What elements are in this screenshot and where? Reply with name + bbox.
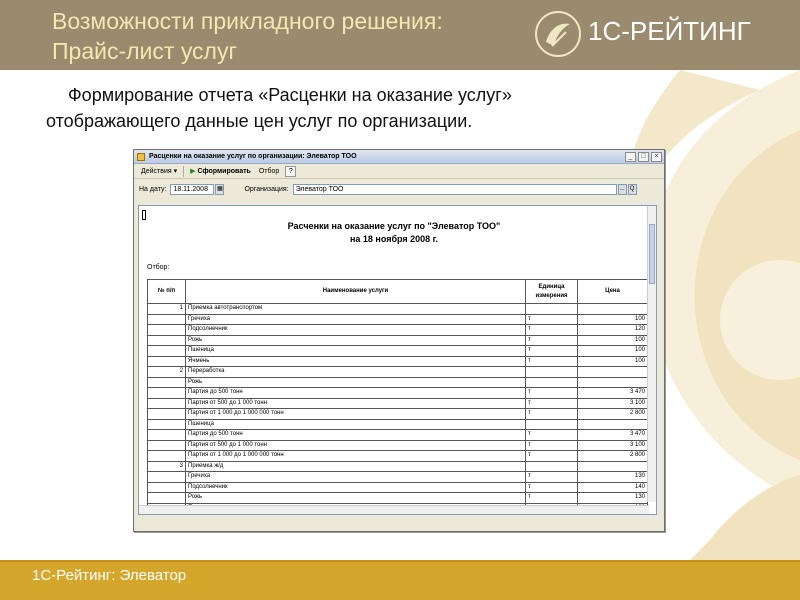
column-header-price: Цена	[578, 280, 648, 304]
report-title-line2: на 18 ноября 2008 г.	[349, 234, 439, 244]
window-icon	[137, 153, 145, 161]
row-num-cell	[148, 472, 186, 483]
table-row[interactable]	[148, 304, 648, 315]
row-unit-cell: т	[526, 451, 578, 462]
table-row[interactable]	[148, 356, 648, 367]
table-row[interactable]	[148, 367, 648, 378]
scroll-thumb[interactable]	[649, 224, 655, 284]
report-title	[139, 220, 649, 246]
window-title: Расценки на оказание услуг по организации: Элеватор ТОО	[149, 153, 357, 160]
description-line2: отображающего данные цен услуг по организации.	[46, 111, 473, 131]
report-window	[133, 149, 665, 532]
row-unit-cell: т	[526, 472, 578, 483]
table-row[interactable]	[148, 451, 648, 462]
row-unit-cell: т	[526, 430, 578, 441]
table-row[interactable]	[148, 377, 648, 388]
row-unit-cell: т	[526, 335, 578, 346]
table-row[interactable]	[148, 398, 648, 409]
report-title-line1: Расченки на оказание услуг по "Элеватор ТОО"	[287, 221, 501, 231]
row-name-cell: Приемка ж/д	[186, 461, 526, 472]
row-unit-cell: т	[526, 409, 578, 420]
table-row[interactable]	[148, 314, 648, 325]
row-name-cell: Партия от 1 000 до 1 000 000 тонн	[186, 409, 526, 420]
table-body	[148, 304, 648, 514]
row-name-cell: Рожь	[186, 377, 526, 388]
row-unit-cell	[526, 367, 578, 378]
row-unit-cell: т	[526, 325, 578, 336]
text-cursor	[142, 210, 146, 220]
row-name-cell: Подсолнечник	[186, 482, 526, 493]
calendar-icon[interactable]: ▦	[215, 184, 224, 195]
table-row[interactable]	[148, 472, 648, 483]
row-num-cell	[148, 409, 186, 420]
row-num-cell: 2	[148, 367, 186, 378]
date-label: На дату:	[139, 185, 167, 193]
report-area[interactable]	[138, 205, 657, 515]
row-price-cell: 2 800	[578, 451, 648, 462]
column-header-num: № п/п	[148, 280, 186, 304]
row-name-cell: Гречиха	[186, 472, 526, 483]
row-price-cell: 3 100	[578, 440, 648, 451]
slide-title-line2: Прайс-лист услуг	[52, 38, 237, 64]
row-price-cell	[578, 461, 648, 472]
table-row[interactable]	[148, 440, 648, 451]
row-num-cell	[148, 451, 186, 462]
row-num-cell	[148, 440, 186, 451]
row-price-cell: 3 100	[578, 398, 648, 409]
rating-logo-icon	[532, 8, 584, 60]
row-unit-cell: т	[526, 314, 578, 325]
organization-label: Организация:	[244, 185, 289, 193]
row-name-cell: Партия от 1 000 до 1 000 000 тонн	[186, 451, 526, 462]
row-price-cell: 130	[578, 493, 648, 504]
row-unit-cell: т	[526, 482, 578, 493]
filter-button[interactable]: Отбор	[258, 167, 280, 175]
row-name-cell: Приемка автотранспортом	[186, 304, 526, 315]
generate-label: Сформировать	[197, 168, 251, 175]
table-row[interactable]	[148, 325, 648, 336]
row-num-cell	[148, 325, 186, 336]
row-num-cell	[148, 388, 186, 399]
table-header-row	[148, 280, 648, 304]
row-unit-cell: т	[526, 440, 578, 451]
row-price-cell	[578, 304, 648, 315]
row-name-cell: Партия от 500 до 1 000 тонн	[186, 440, 526, 451]
row-unit-cell: т	[526, 398, 578, 409]
row-name-cell: Подсолнечник	[186, 325, 526, 336]
logo-text: 1С-РЕЙТИНГ	[588, 16, 751, 46]
date-field[interactable]: 18.11.2008	[170, 184, 214, 195]
footer-text: 1С-Рейтинг: Элеватор	[32, 567, 187, 584]
row-price-cell	[578, 367, 648, 378]
column-header-unit: Единица измерения	[526, 280, 578, 304]
row-name-cell: Гречиха	[186, 314, 526, 325]
row-num-cell	[148, 335, 186, 346]
row-price-cell: 140	[578, 482, 648, 493]
table-row[interactable]	[148, 388, 648, 399]
row-num-cell	[148, 430, 186, 441]
close-button[interactable]: ×	[651, 152, 662, 162]
params-panel	[134, 179, 664, 199]
row-num-cell	[148, 346, 186, 357]
table-row[interactable]	[148, 346, 648, 357]
help-button[interactable]: ?	[285, 166, 296, 177]
organization-field[interactable]: Элеватор ТОО	[293, 184, 617, 195]
horizontal-scrollbar[interactable]	[139, 505, 649, 514]
table-row[interactable]	[148, 430, 648, 441]
description-line1: Формирование отчета «Расценки на оказание услуг»	[68, 85, 512, 105]
price-table	[147, 279, 648, 514]
slide-description	[46, 82, 646, 134]
row-num-cell	[148, 398, 186, 409]
row-price-cell: 100	[578, 356, 648, 367]
row-price-cell: 3 470	[578, 430, 648, 441]
row-unit-cell: т	[526, 493, 578, 504]
table-row[interactable]	[148, 419, 648, 430]
row-name-cell: Пшеница	[186, 346, 526, 357]
play-icon: ▶	[190, 168, 196, 175]
row-name-cell: Партия до 500 тонн	[186, 388, 526, 399]
row-num-cell	[148, 482, 186, 493]
row-price-cell: 120	[578, 325, 648, 336]
table-row[interactable]	[148, 409, 648, 420]
row-unit-cell: т	[526, 388, 578, 399]
row-name-cell: Партия от 500 до 1 000 тонн	[186, 398, 526, 409]
row-price-cell: 100	[578, 346, 648, 357]
minimize-button[interactable]: _	[625, 152, 636, 162]
toolbar	[134, 164, 664, 179]
slide-title	[52, 6, 443, 66]
row-num-cell	[148, 377, 186, 388]
row-unit-cell: т	[526, 356, 578, 367]
row-num-cell	[148, 356, 186, 367]
column-header-name: Наименование услуги	[186, 280, 526, 304]
slide-title-line1: Возможности прикладного решения:	[52, 8, 443, 34]
row-num-cell: 3	[148, 461, 186, 472]
row-price-cell	[578, 377, 648, 388]
organization-select-button[interactable]: ...	[618, 184, 627, 195]
actions-menu[interactable]: Действия ▾	[141, 168, 178, 175]
maximize-button[interactable]: □	[638, 152, 649, 162]
generate-button[interactable]	[186, 166, 255, 176]
row-name-cell: Рожь	[186, 493, 526, 504]
table-row[interactable]	[148, 461, 648, 472]
row-price-cell: 130	[578, 472, 648, 483]
row-price-cell: 3 470	[578, 388, 648, 399]
row-num-cell	[148, 419, 186, 430]
row-unit-cell: т	[526, 346, 578, 357]
vertical-scrollbar[interactable]	[647, 206, 656, 502]
row-name-cell: Переработка	[186, 367, 526, 378]
report-filter-label: Отбор:	[147, 264, 170, 271]
row-num-cell: 1	[148, 304, 186, 315]
row-num-cell	[148, 314, 186, 325]
row-unit-cell	[526, 304, 578, 315]
organization-open-button[interactable]: Q	[628, 184, 637, 195]
table-row[interactable]	[148, 335, 648, 346]
row-unit-cell	[526, 419, 578, 430]
row-name-cell: Ячмень	[186, 356, 526, 367]
row-price-cell	[578, 419, 648, 430]
row-price-cell: 100	[578, 335, 648, 346]
table-row[interactable]	[148, 493, 648, 504]
toolbar-separator	[183, 166, 184, 177]
row-name-cell: Рожь	[186, 335, 526, 346]
table-row[interactable]	[148, 482, 648, 493]
row-name-cell: Партия до 500 тонн	[186, 430, 526, 441]
row-unit-cell	[526, 461, 578, 472]
row-name-cell: Пшеница	[186, 419, 526, 430]
row-price-cell: 2 800	[578, 409, 648, 420]
row-unit-cell	[526, 377, 578, 388]
window-titlebar[interactable]	[134, 150, 664, 164]
row-num-cell	[148, 493, 186, 504]
row-price-cell: 100	[578, 314, 648, 325]
